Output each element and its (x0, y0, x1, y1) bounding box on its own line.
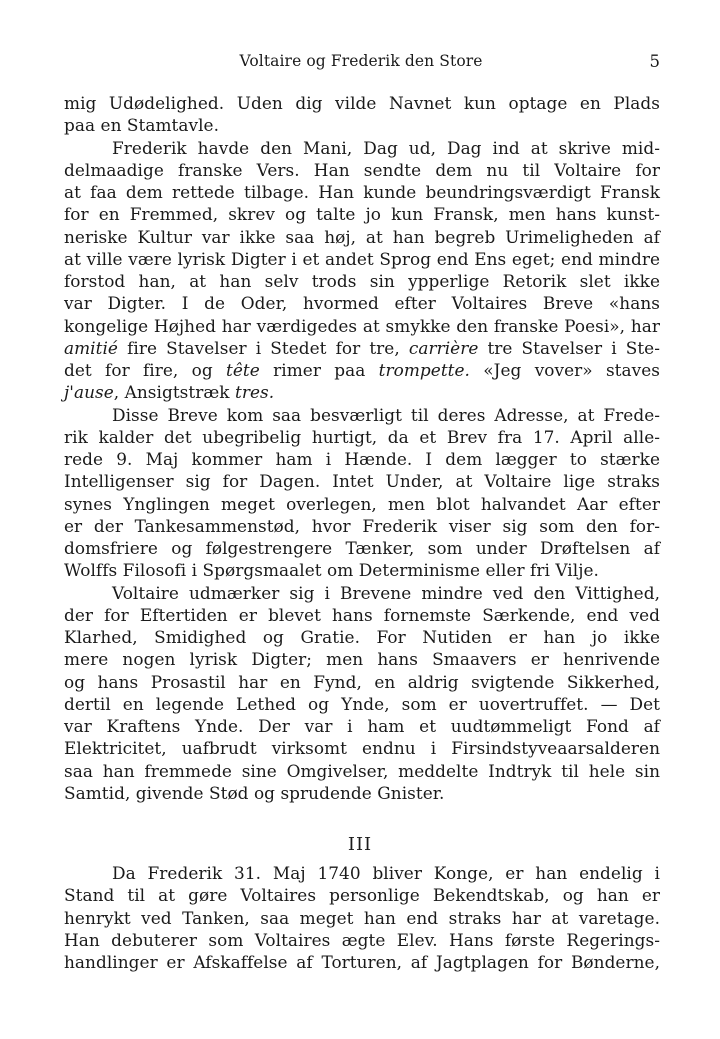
text-line: synes Ynglingen meget overlegen, men blot halvandet Aar efter (64, 493, 660, 514)
page-number: 5 (649, 52, 660, 71)
text-run: «Jeg vover» staves (469, 360, 660, 380)
text-line: handlinger er Afskaffelse af Torturen, af Jagtplagen for Bønderne, (64, 952, 660, 972)
text-line: Samtid, givende Stød og sprudende Gnister. (64, 782, 445, 803)
italic-word: trompette. (378, 360, 470, 380)
running-title: Voltaire og Frederik den Store (239, 52, 483, 70)
text-line: var Digter. I de Oder, hvormed efter Voltaires Breve «hans (64, 293, 660, 314)
text-run: tre Stavelser i Ste- (478, 337, 660, 358)
text-line: for en Fremmed, skrev og talte jo kun Fransk, men hans kunst- (64, 204, 660, 225)
text-line: der for Eftertiden er blevet hans fornemste Særkende, end ved (64, 604, 660, 625)
text-line: Wolffs Filosofi i Spørgsmaalet om Determinisme eller fri Vilje. (64, 560, 599, 581)
text-run: det for fire, og (64, 360, 227, 380)
text-line (64, 359, 660, 381)
text-line: forstod han, at han selv trods sin ypperlige Retorik slet ikke (64, 271, 660, 291)
text-line: at faa dem rettede tilbage. Han kunde beundringsværdigt Fransk (64, 182, 660, 202)
italic-word: tête (226, 360, 260, 380)
text-line: henrykt ved Tanken, saa meget han end straks har at varetage. (64, 907, 660, 928)
body-text-section-3 (64, 862, 660, 973)
text-line: dertil en legende Lethed og Ynde, som er uovertruffet. — Det (64, 693, 660, 714)
text-line (64, 381, 660, 403)
text-line: Klarhed, Smidighed og Gratie. For Nutiden er han jo ikke (64, 627, 660, 647)
text-line (64, 337, 660, 359)
italic-word: tres. (235, 382, 275, 403)
body-text (64, 92, 660, 804)
text-line: Voltaire udmærker sig i Brevene mindre ved den Vittighed, (112, 582, 660, 603)
text-run: fire Stavelser i Stedet for tre, (117, 337, 409, 358)
text-line: rede 9. Maj kommer ham i Hænde. I dem lægger to stærke (64, 449, 660, 469)
italic-word: amitié (64, 337, 118, 358)
section-heading: III (347, 834, 373, 855)
text-line: mig Udødelighed. Uden dig vilde Navnet kun optage en Plads (64, 93, 660, 113)
text-line: Intelligenser sig for Dagen. Intet Under, at Voltaire lige straks (64, 471, 660, 492)
text-line: mere nogen lyrisk Digter; men hans Smaavers er henrivende (64, 649, 660, 670)
text-line: paa en Stamtavle. (64, 115, 220, 136)
text-line: neriske Kultur var ikke saa høj, at han begreb Urimeligheden af (64, 226, 660, 247)
text-line: Elektricitet, uafbrudt virksomt endnu i Firsindstyveaarsalderen (64, 738, 660, 759)
text-line: Disse Breve kom saa besværligt til deres Adresse, at Frede- (112, 404, 660, 425)
text-line: Frederik havde den Mani, Dag ud, Dag ind at skrive mid- (112, 137, 660, 158)
text-line: og hans Prosastil har en Fynd, en aldrig svigtende Sikkerhed, (64, 671, 660, 692)
text-line: saa han fremmede sine Omgivelser, meddelte Indtryk til hele sin (64, 760, 660, 781)
text-line: er der Tankesammenstød, hvor Frederik viser sig som den for- (64, 515, 660, 536)
text-line: Da Frederik 31. Maj 1740 bliver Konge, er han endelig i (112, 863, 660, 883)
text-run: rimer paa (259, 360, 379, 380)
running-head (62, 52, 660, 76)
text-line: kongelige Højhed har værdigedes at smykke den franske Poesi», har (64, 315, 660, 336)
text-line: var Kraftens Ynde. Der var i ham et uudtømmeligt Fond af (64, 716, 660, 736)
text-line: Stand til at gøre Voltaires personlige Bekendtskab, og han er (64, 885, 660, 906)
text-line: delmaadige franske Vers. Han sendte dem nu til Voltaire for (64, 159, 660, 180)
italic-word: j'ause (64, 382, 114, 403)
italic-word: carrière (408, 337, 479, 358)
text-line: rik kalder det ubegribelig hurtigt, da et Brev fra 17. April alle- (64, 426, 660, 447)
text-line: Han debuterer som Voltaires ægte Elev. Hans første Regerings- (64, 929, 660, 950)
text-run: , Ansigtstræk (113, 382, 235, 403)
text-line: at ville være lyrisk Digter i et andet Sprog end Ens eget; end mindre (64, 248, 660, 269)
text-line: domsfriere og følgestrengere Tænker, som under Drøftelsen af (64, 538, 660, 558)
